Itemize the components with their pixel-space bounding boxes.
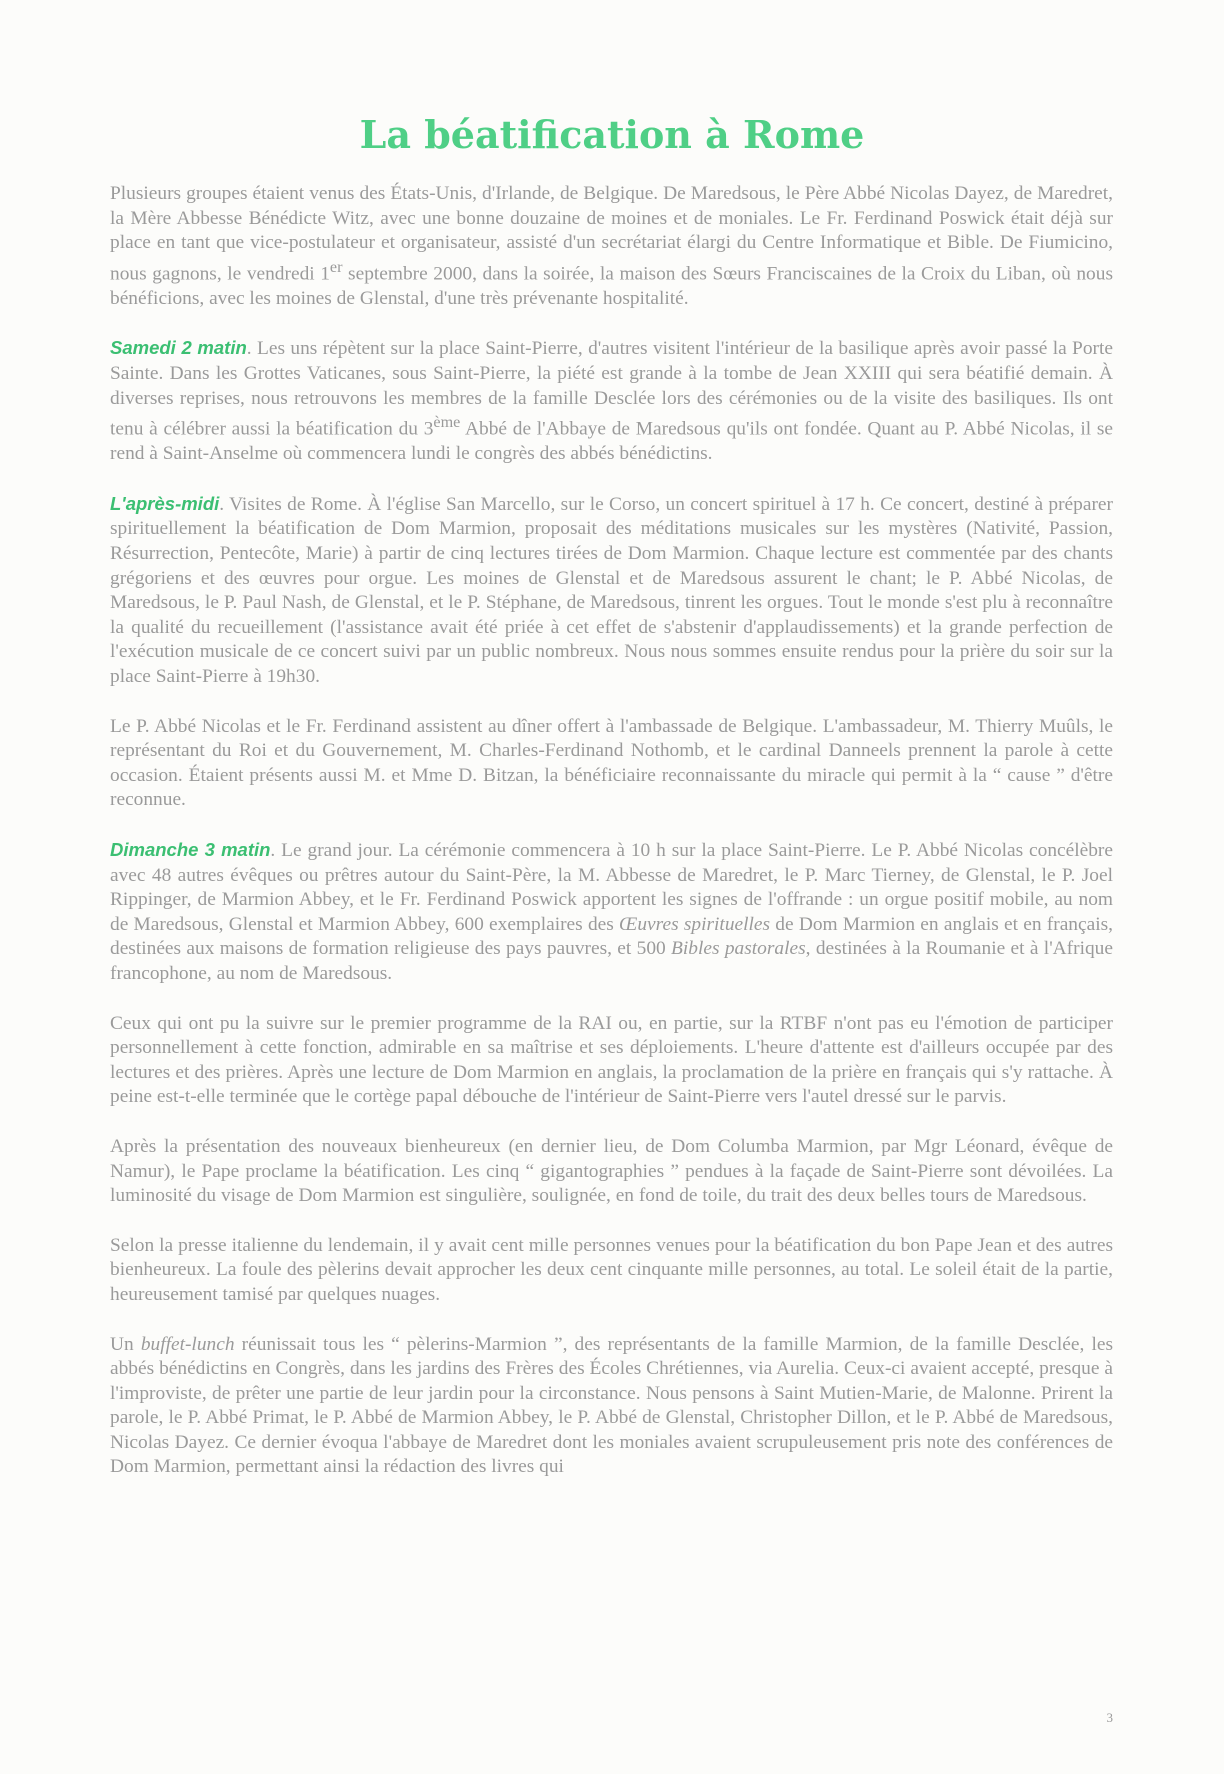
paragraph-text: réunissait tous les “ pèlerins-Marmion ”, des représentants de la famille Marmion, de la famille Desclée, les abbés bénédictins en Congrès, dans les jardins des Frères des Écoles Chrétiennes, via Aurelia. Ceux-ci avaient accepté, presque à l'improviste, de prêter une partie de leur jardin pour la circonstance. Nous pensons à Saint Mutien-Marie, de Malonne. Prirent la parole, le P. Abbé Primat, le P. Abbé de Marmion Abbey, le P. Abbé de Glenstal, Christopher Dillon, et le P. Abbé de Maredsous, Nicolas Dayez. Ce dernier évoqua l'abbaye de Maredret dont les moniales avaient scrupuleusement pris note des conférences de Dom Marmion, permettant ainsi la rédaction des livres qui (110, 1333, 1113, 1478)
paragraph-text: . Le grand jour. La cérémonie commencera à 10 h sur la place Saint-Pierre. Le P. Abbé Nicolas concélèbre avec 48 autres évêques ou prêtres autour du Saint-Père, la M. Abbesse de Maredret, le P. Marc Tierney, de Glenstal, le P. Joel Rippinger, de Marmion Abbey, et le Fr. Ferdinand Poswick apportent les signes de l'offrande : un orgue positif mobile, au nom de Maredsous, Glenstal et Marmion Abbey, 600 exemplaires des (110, 840, 1113, 935)
paragraph-text: de Dom Marmion en anglais et en français, destinées aux maisons de formation religieuse des pays pauvres, et 500 (110, 913, 1113, 960)
paragraph-text: septembre 2000, dans la soirée, la maison des Sœurs Franciscaines de la Croix du Liban, où nous bénéficions, avec les moines de Glenstal, d'une très prévenante hospitalité. (110, 263, 1113, 309)
paragraph-text: Un (110, 1333, 141, 1355)
section-lead: Samedi 2 matin (110, 337, 247, 359)
paragraph-saturday-morning (110, 336, 1113, 466)
paragraph-afternoon (110, 492, 1113, 690)
paragraph-text: Le P. Abbé Nicolas et le Fr. Ferdinand assistent au dîner offert à l'ambassade de Belgique. L'ambassadeur, M. Thierry Muûls, le représentant du Roi et du Gouvernement, M. Charles-Ferdinand Nothomb, et le cardinal Danneels prennent la parole à cette occasion. Étaient présents aussi M. et Mme D. Bitzan, la bénéficiaire reconnaissante du miracle qui permit à la “ cause ” d'être reconnue. (110, 715, 1113, 811)
italic-term: buffet-lunch (140, 1333, 235, 1355)
paragraph-buffet-lunch (110, 1333, 1113, 1481)
section-lead: Dimanche 3 matin (110, 839, 271, 860)
paragraph-beatification (110, 1135, 1113, 1209)
book-title: Bibles pastorales (671, 938, 806, 960)
paragraph-text: Après la présentation des nouveaux bienheureux (en dernier lieu, de Dom Columba Marmion, par Mgr Léonard, évêque de Namur), le Pape proclame la béatification. Les cinq “ gigantographies ” pendues à la façade de Saint-Pierre sont dévoilées. La luminosité du visage de Dom Marmion est singulière, soulignée, en fond de toile, du trait des deux belles tours de Maredsous. (110, 1135, 1113, 1207)
paragraph-text: . Visites de Rome. À l'église San Marcello, sur le Corso, un concert spirituel à 17 h. Ce concert, destiné à préparer spirituellement la béatification de Dom Marmion, proposait des méditations musicales sur les mystères (Nativité, Passion, Résurrection, Pentecôte, Marie) à partir de cinq lectures tirées de Dom Marmion. Chaque lecture est commentée par des chants grégoriens et des œuvres pour orgue. Les moines de Glenstal et de Maredsous assurent le chant; le P. Abbé Nicolas, de Maredsous, le P. Paul Nash, de Glenstal, et le P. Stéphane, de Maredsous, tinrent les orgues. Tout le monde s'est plu à reconnaître la qualité du recueillement (l'assistance avait été priée à cet effet de s'abstenir d'applaudissements) et la grande perfection de l'exécution musicale de ce concert suivi par un public nombreux. Nous nous sommes ensuite rendus pour la prière du soir sur la place Saint-Pierre à 19h30. (110, 493, 1113, 688)
paragraph-broadcast (110, 1012, 1113, 1110)
book-title: Œuvres spirituelles (619, 913, 771, 935)
paragraph-crowd (110, 1234, 1113, 1308)
paragraph-text: . Les uns répètent sur la place Saint-Pierre, d'autres visitent l'intérieur de la basilique après avoir passé la Porte Sainte. Dans les Grottes Vaticanes, sous Saint-Pierre, la piété est grande à la tombe de Jean XXIII qui sera béatifié demain. À diverses reprises, nous retrouvons les membres de la famille Desclée lors des cérémonies ou de la visite des basiliques. Ils ont tenu à célébrer aussi la béatification du 3 (110, 338, 1113, 440)
paragraph-text: , destinées à la Roumanie et à l'Afrique francophone, au nom de Maredsous. (110, 938, 1113, 984)
paragraph-text: Plusieurs groupes étaient venus des États-Unis, d'Irlande, de Belgique. De Maredsous, le Père Abbé Nicolas Dayez, de Maredret, la Mère Abbesse Bénédicte Witz, avec une bonne douzaine de moines et de moniales. Le Fr. Ferdinand Poswick était déjà sur place en tant que vice-postulateur et organisateur, assisté d'un secrétariat élargi du Centre Informatique et Bible. De Fiumicino, nous gagnons, le vendredi 1 (110, 183, 1113, 285)
paragraph-text: Abbé de l'Abbaye de Maredsous qu'ils ont fondée. Quant au P. Abbé Nicolas, il se rend à Saint-Anselme où commencera lundi le congrès des abbés bénédictins. (110, 418, 1114, 465)
paragraph-text: Ceux qui ont pu la suivre sur le premier programme de la RAI ou, en partie, sur la RTBF n'ont pas eu l'émotion de participer personnellement à cette fonction, admirable en sa maîtrise et ses déploiements. L'heure d'attente est d'ailleurs occupée par des lectures et des prières. Après une lecture de Dom Marmion en anglais, la proclamation de la prière en français qui s'y rattache. À peine est-t-elle terminée que le cortège papal débouche de l'intérieur de Saint-Pierre vers l'autel dressé sur le parvis. (110, 1012, 1113, 1108)
section-lead: L'après-midi (110, 492, 220, 514)
paragraph-arrival (110, 182, 1113, 311)
page-number: 3 (1106, 1710, 1113, 1725)
superscript: ème (433, 414, 461, 432)
superscript: er (329, 258, 343, 276)
article-body (110, 182, 1113, 1505)
page-title: La béatification à Rome (359, 112, 865, 157)
paragraph-embassy-dinner (110, 715, 1113, 813)
paragraph-sunday-morning (110, 838, 1113, 987)
paragraph-text: Selon la presse italienne du lendemain, il y avait cent mille personnes venues pour la béatification du bon Pape Jean et des autres bienheureux. La foule des pèlerins devait approcher les deux cent cinquante mille personnes, au total. Le soleil était de la partie, heureusement tamisé par quelques nuages. (110, 1234, 1113, 1305)
